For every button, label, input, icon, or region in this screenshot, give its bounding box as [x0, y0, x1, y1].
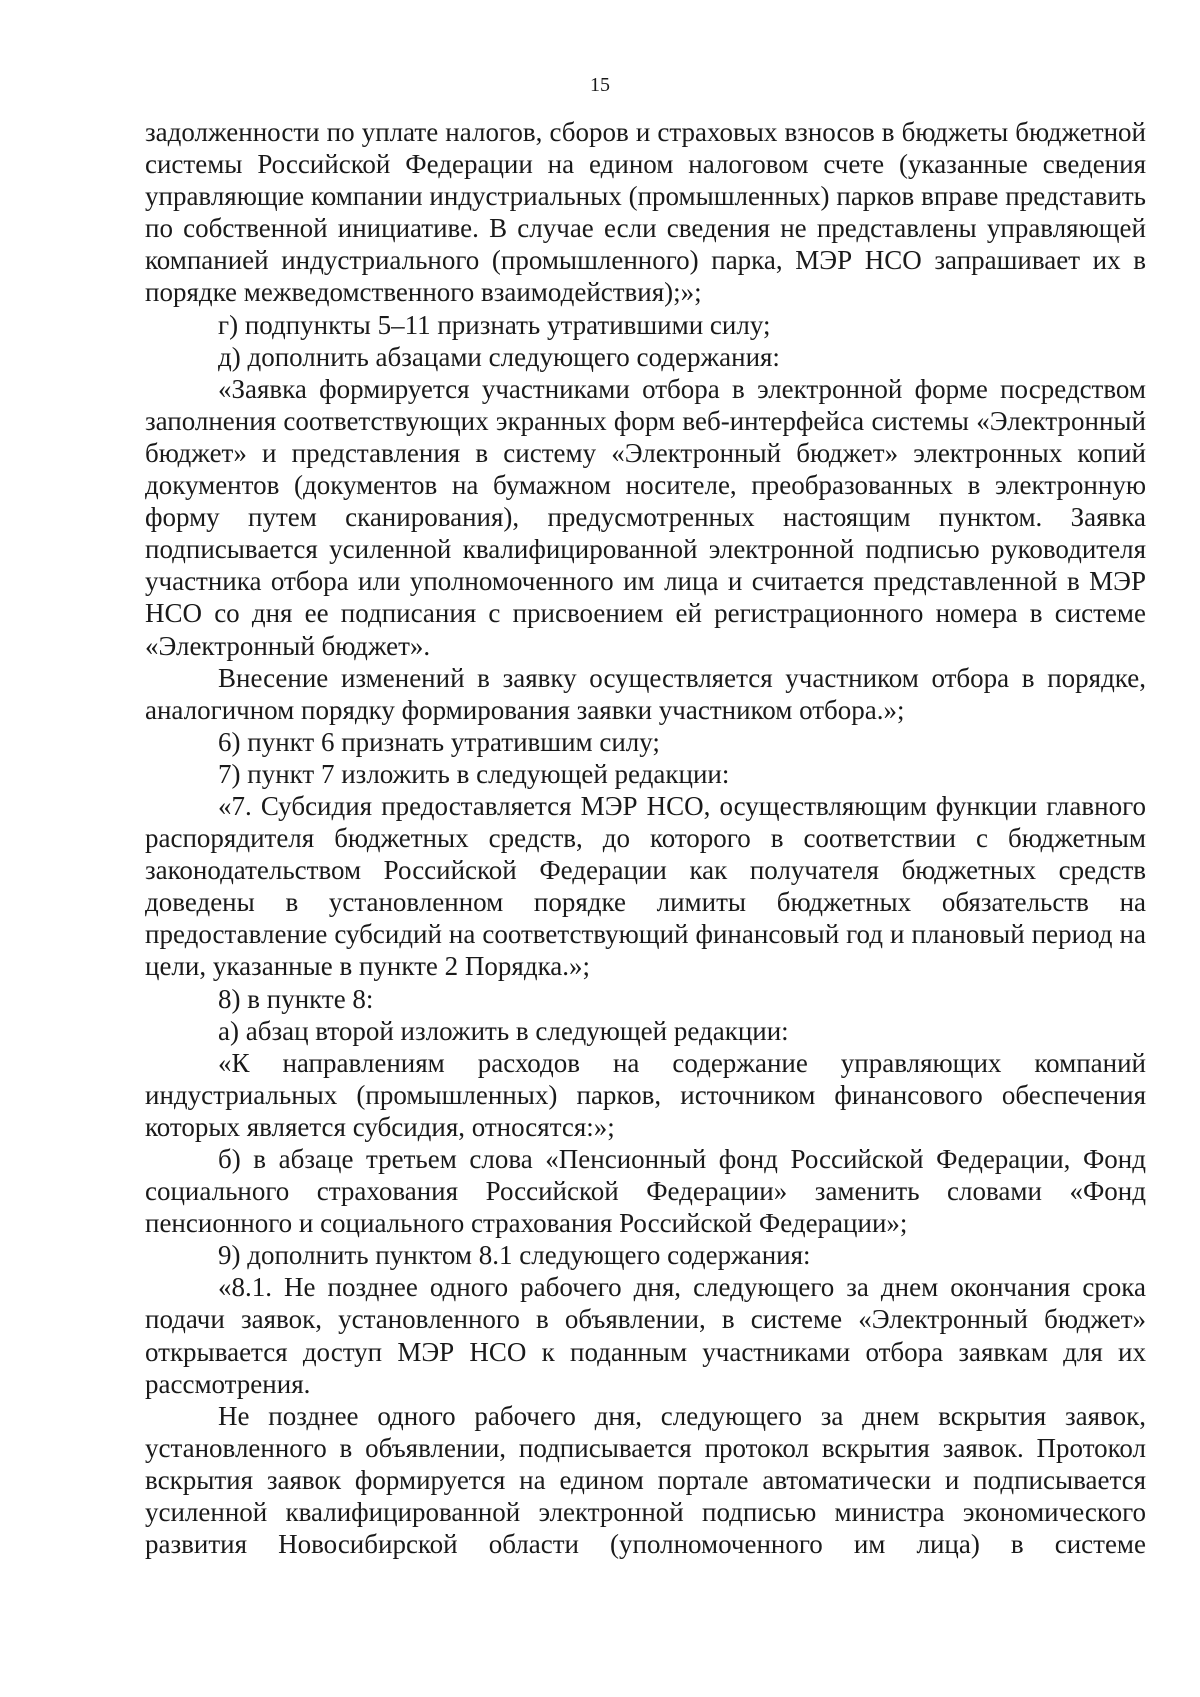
paragraph-subsidy-provision: «7. Субсидия предоставляется МЭР НСО, осуществляющим функции главного распорядителя бюджетных средств, до которого в соответствии с бюджетным законодательством Российской Федерации как получателя бюджетных средств доведены в установленном порядке лимиты бюджетных обязательств на предоставление субсидий на соответствующий финансовый год и плановый период на цели, указанные в пункте 2 Порядка.»; [145, 790, 1146, 982]
paragraph-item-6: 6) пункт 6 признать утратившим силу; [218, 726, 660, 757]
paragraph-subitem-a: а) абзац второй изложить в следующей редакции: [218, 1015, 789, 1046]
paragraph-item-9: 9) дополнить пунктом 8.1 следующего содержания: [218, 1240, 811, 1271]
paragraph-tax-debt-continuation: задолженности по уплате налогов, сборов и страховых взносов в бюджеты бюджетной системы Российской Федерации на едином налоговом счете (указанные сведения управляющие компании индустриальных (промышленных) парков вправе представить по собственной инициативе. В случае если сведения не представлены управляющей компанией индустриального (промышленного) парка, МЭР НСО запрашивает их в порядке межведомственного взаимодействия);»; [145, 117, 1146, 308]
paragraph-subitem-b: б) в абзаце третьем слова «Пенсионный фонд Российской Федерации, Фонд социального страхования Российской Федерации» заменить словами «Фонд пенсионного и социального страхования Российской Федерации»; [145, 1144, 1146, 1239]
paragraph-expense-directions: «К направлениям расходов на содержание управляющих компаний индустриальных (промышленных) парков, источником финансового обеспечения которых является субсидия, относятся:»; [145, 1047, 1146, 1142]
document-body [145, 116, 1146, 1560]
paragraph-item-7: 7) пункт 7 изложить в следующей редакции: [218, 758, 730, 789]
paragraph-opening-protocol: Не позднее одного рабочего дня, следующего за днем вскрытия заявок, установленного в объявлении, подписывается протокол вскрытия заявок. Протокол вскрытия заявок формируется на едином портале автоматически и подписывается усиленной квалифицированной электронной подписью министра экономического развития Новосибирской области (уполномоченного им лица) в системе [145, 1400, 1146, 1560]
page-number: 15 [590, 74, 610, 96]
paragraph-application-formation: «Заявка формируется участниками отбора в электронной форме посредством заполнения соответствующих экранных форм веб-интерфейса системы «Электронный бюджет» и представления в систему «Электронный бюджет» электронных копий документов (документов на бумажном носителе, преобразованных в электронную форму путем сканирования), предусмотренных настоящим пунктом. Заявка подписывается усиленной квалифицированной электронной подписью руководителя участника отбора или уполномоченного им лица и считается представленной в МЭР НСО со дня ее подписания с присвоением ей регистрационного номера в системе «Электронный бюджет». [145, 373, 1146, 661]
paragraph-item-8: 8) в пункте 8: [218, 983, 374, 1014]
paragraph-item-8-1: «8.1. Не позднее одного рабочего дня, следующего за днем окончания срока подачи заявок, установленного в объявлении, в системе «Электронный бюджет» открывается доступ МЭР НСО к поданным участниками отбора заявкам для их рассмотрения. [145, 1272, 1146, 1399]
paragraph-subitem-g: г) подпункты 5–11 признать утратившими силу; [218, 309, 771, 340]
paragraph-subitem-d: д) дополнить абзацами следующего содержания: [218, 341, 780, 372]
paragraph-application-changes: Внесение изменений в заявку осуществляется участником отбора в порядке, аналогичном порядку формирования заявки участником отбора.»; [145, 662, 1146, 725]
